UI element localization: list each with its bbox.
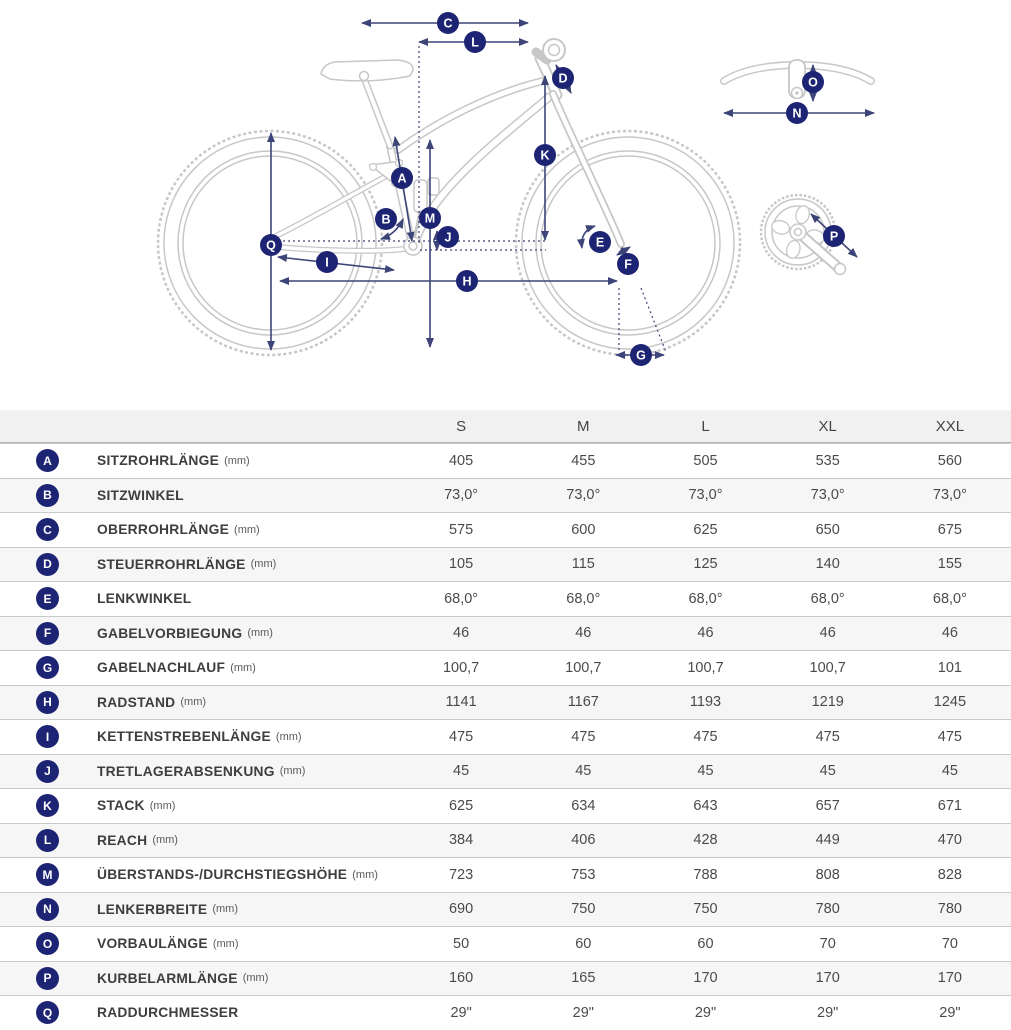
badge-l	[464, 31, 486, 53]
column-header-l: L	[701, 417, 710, 435]
value-cell-l: 46	[697, 625, 714, 642]
table-row-q	[0, 995, 1011, 1030]
svg-text:F: F	[624, 257, 632, 272]
row-badge-o: O	[36, 932, 59, 955]
badge-h	[456, 270, 478, 292]
table-row-b	[0, 478, 1011, 513]
badge-f	[617, 253, 639, 275]
row-label-cell	[0, 656, 400, 679]
row-label-cell	[0, 484, 400, 507]
value-cell-s: 384	[448, 832, 474, 849]
badge-d	[552, 67, 574, 89]
row-label-cell	[0, 449, 400, 472]
svg-text:E: E	[595, 235, 605, 250]
svg-text:A: A	[397, 171, 407, 186]
row-parameter-name: GABELNACHLAUF	[97, 660, 226, 676]
value-cell-xl: 535	[815, 452, 840, 469]
table-row-e	[0, 581, 1011, 616]
bike-geometry-diagram	[0, 0, 1011, 410]
value-cell-xl: 808	[815, 866, 840, 883]
value-cell-m: 600	[571, 521, 596, 538]
row-badge-m: M	[36, 863, 59, 886]
value-cell-m: 68,0°	[566, 590, 601, 607]
svg-text:C: C	[443, 16, 453, 31]
svg-text:H: H	[462, 274, 472, 289]
value-cell-m: 46	[575, 625, 592, 642]
row-parameter-name: LENKERBREITE	[97, 901, 208, 917]
table-row-f	[0, 616, 1011, 651]
value-cell-l: 643	[693, 797, 718, 814]
value-cell-xxl: 828	[937, 866, 962, 883]
value-cell-l: 73,0°	[688, 487, 723, 504]
value-cell-s: 29"	[450, 1004, 472, 1021]
row-badge-c: C	[36, 518, 59, 541]
value-cell-xl: 650	[815, 521, 840, 538]
row-parameter-unit: (mm)	[152, 834, 178, 847]
badge-b	[375, 208, 397, 230]
value-cell-xxl: 68,0°	[932, 590, 967, 607]
row-label-cell	[0, 794, 400, 817]
table-row-m	[0, 857, 1011, 892]
row-badge-a: A	[36, 449, 59, 472]
value-cell-l: 505	[693, 452, 718, 469]
table-row-g	[0, 650, 1011, 685]
badge-a	[391, 167, 413, 189]
row-label-cell	[0, 691, 400, 714]
value-cell-m: 165	[571, 970, 596, 987]
value-cell-s: 105	[448, 556, 474, 573]
value-cell-s: 68,0°	[444, 590, 479, 607]
value-cell-m: 45	[575, 763, 592, 780]
table-row-p	[0, 961, 1011, 996]
pedal-eye	[835, 264, 846, 275]
value-cell-m: 115	[571, 556, 595, 573]
table-row-l	[0, 823, 1011, 858]
value-cell-l: 125	[693, 556, 718, 573]
row-parameter-name: VORBAULÄNGE	[97, 936, 208, 952]
value-cell-m: 455	[571, 452, 596, 469]
value-cell-m: 475	[571, 728, 596, 745]
value-cell-s: 475	[448, 728, 474, 745]
row-badge-b: B	[36, 484, 59, 507]
row-parameter-unit: (mm)	[352, 868, 378, 881]
value-cell-l: 68,0°	[688, 590, 723, 607]
value-cell-s: 160	[448, 970, 474, 987]
svg-text:K: K	[540, 148, 550, 163]
value-cell-l: 625	[693, 521, 718, 538]
row-parameter-name: TRETLAGERABSENKUNG	[97, 763, 275, 779]
value-cell-xxl: 70	[941, 935, 958, 952]
table-row-i	[0, 719, 1011, 754]
row-label-cell	[0, 553, 400, 576]
value-cell-xxl: 46	[941, 625, 958, 642]
shock	[414, 180, 427, 212]
value-cell-s: 690	[448, 901, 474, 918]
svg-text:M: M	[424, 211, 436, 226]
table-row-n	[0, 892, 1011, 927]
value-cell-s: 45	[453, 763, 470, 780]
value-cell-m: 750	[571, 901, 596, 918]
value-cell-xl: 100,7	[809, 659, 846, 676]
svg-text:B: B	[381, 212, 391, 227]
table-row-k	[0, 788, 1011, 823]
value-cell-m: 60	[575, 935, 592, 952]
svg-text:J: J	[444, 230, 452, 245]
row-label-cell	[0, 622, 400, 645]
row-badge-q: Q	[36, 1001, 59, 1024]
svg-text:O: O	[808, 75, 818, 90]
row-label-cell	[0, 932, 400, 955]
row-parameter-unit: (mm)	[250, 558, 277, 571]
value-cell-m: 406	[571, 832, 596, 849]
row-label-cell	[0, 863, 400, 886]
value-cell-l: 1193	[689, 694, 722, 711]
table-row-j	[0, 754, 1011, 789]
value-cell-xl: 46	[819, 625, 836, 642]
table-row-d	[0, 547, 1011, 582]
badge-k	[534, 144, 556, 166]
row-parameter-unit: (mm)	[180, 696, 207, 709]
value-cell-xl: 73,0°	[810, 487, 845, 504]
value-cell-l: 788	[693, 866, 718, 883]
svg-text:G: G	[636, 348, 646, 363]
value-cell-xxl: 675	[937, 521, 962, 538]
row-label-cell	[0, 898, 400, 921]
value-cell-s: 73,0°	[444, 487, 479, 504]
row-parameter-unit: (mm)	[212, 903, 238, 916]
column-header-xl: XL	[818, 417, 837, 435]
row-badge-k: K	[36, 794, 59, 817]
row-parameter-unit: (mm)	[212, 937, 239, 950]
badge-g	[630, 344, 652, 366]
badge-j	[437, 226, 459, 248]
table-row-h	[0, 685, 1011, 720]
geometry-table	[0, 410, 1011, 1030]
value-cell-xxl: 29"	[939, 1004, 961, 1021]
value-cell-s: 46	[453, 625, 470, 642]
table-row-a	[0, 443, 1011, 478]
row-label-cell	[0, 760, 400, 783]
row-parameter-name: GABELVORBIEGUNG	[97, 625, 243, 641]
badge-e	[589, 231, 611, 253]
value-cell-xl: 45	[819, 763, 836, 780]
column-header-m: M	[577, 417, 590, 435]
value-cell-l: 475	[693, 728, 718, 745]
badge-q	[260, 234, 282, 256]
value-cell-xl: 449	[815, 832, 840, 849]
value-cell-xxl: 73,0°	[932, 487, 967, 504]
badge-o	[802, 71, 824, 93]
badge-n	[786, 102, 808, 124]
value-cell-s: 723	[448, 866, 474, 883]
value-cell-l: 60	[697, 935, 714, 952]
row-label-cell	[0, 967, 400, 990]
value-cell-m: 100,7	[565, 659, 602, 676]
row-parameter-name: SITZROHRLÄNGE	[97, 453, 220, 469]
value-cell-s: 625	[448, 797, 474, 814]
steering-axis-line	[641, 288, 666, 352]
row-parameter-unit: (mm)	[279, 765, 306, 778]
row-label-cell	[0, 725, 400, 748]
value-cell-xxl: 101	[937, 659, 962, 676]
table-header-row	[0, 410, 1011, 443]
table-row-c	[0, 512, 1011, 547]
row-parameter-name: SITZWINKEL	[97, 487, 184, 503]
badge-p	[823, 225, 845, 247]
value-cell-s: 1141	[445, 694, 477, 711]
row-badge-h: H	[36, 691, 59, 714]
row-parameter-name: KETTENSTREBENLÄNGE	[97, 729, 271, 745]
row-label-cell	[0, 829, 400, 852]
row-badge-g: G	[36, 656, 59, 679]
row-badge-i: I	[36, 725, 59, 748]
row-label-cell	[0, 1001, 400, 1024]
value-cell-xl: 657	[815, 797, 840, 814]
row-badge-j: J	[36, 760, 59, 783]
badge-c	[437, 12, 459, 34]
value-cell-m: 29"	[572, 1004, 594, 1021]
row-label-cell	[0, 518, 400, 541]
row-parameter-name: OBERROHRLÄNGE	[97, 522, 230, 538]
value-cell-s: 100,7	[442, 659, 480, 676]
value-cell-xl: 780	[815, 901, 840, 918]
row-parameter-name: RADSTAND	[97, 694, 176, 710]
row-parameter-unit: (mm)	[224, 454, 250, 467]
value-cell-xxl: 1245	[933, 694, 967, 711]
svg-text:Q: Q	[266, 238, 276, 253]
value-cell-l: 428	[693, 832, 718, 849]
handlebar-diagram	[724, 60, 871, 99]
value-cell-xxl: 470	[937, 832, 962, 849]
row-badge-l: L	[36, 829, 59, 852]
value-cell-m: 634	[571, 797, 596, 814]
value-cell-l: 45	[697, 763, 714, 780]
row-parameter-unit: (mm)	[234, 523, 260, 536]
row-parameter-unit: (mm)	[242, 972, 269, 985]
value-cell-l: 750	[693, 901, 718, 918]
value-cell-xxl: 671	[937, 797, 962, 814]
value-cell-xxl: 780	[937, 901, 962, 918]
row-parameter-name: LENKWINKEL	[97, 591, 192, 607]
svg-text:D: D	[558, 71, 568, 86]
row-badge-f: F	[36, 622, 59, 645]
svg-text:I: I	[325, 255, 329, 270]
value-cell-xl: 68,0°	[810, 590, 845, 607]
value-cell-xl: 70	[819, 935, 836, 952]
value-cell-s: 575	[448, 521, 474, 538]
value-cell-l: 100,7	[687, 659, 724, 676]
row-parameter-unit: (mm)	[230, 661, 256, 674]
value-cell-m: 73,0°	[566, 487, 601, 504]
row-badge-d: D	[36, 553, 59, 576]
value-cell-s: 405	[448, 452, 474, 469]
value-cell-m: 753	[571, 866, 596, 883]
badge-i	[316, 251, 338, 273]
row-parameter-name: REACH	[97, 832, 148, 848]
value-cell-xxl: 170	[937, 970, 962, 987]
value-cell-xxl: 45	[941, 763, 958, 780]
value-cell-m: 1167	[567, 694, 599, 711]
svg-text:P: P	[829, 229, 839, 244]
value-cell-xxl: 155	[937, 556, 962, 573]
row-parameter-unit: (mm)	[247, 627, 273, 640]
table-row-o	[0, 926, 1011, 961]
geometry-svg	[0, 0, 1011, 410]
row-label-cell	[0, 587, 400, 610]
row-badge-e: E	[36, 587, 59, 610]
column-header-s: S	[456, 417, 467, 435]
value-cell-xl: 1219	[811, 694, 844, 711]
row-parameter-unit: (mm)	[149, 799, 176, 812]
value-cell-s: 50	[453, 935, 470, 952]
value-cell-xl: 475	[815, 728, 840, 745]
row-parameter-unit: (mm)	[275, 730, 302, 743]
value-cell-l: 170	[693, 970, 718, 987]
row-parameter-name: RADDURCHMESSER	[97, 1005, 239, 1021]
value-cell-xxl: 475	[937, 728, 962, 745]
svg-text:N: N	[792, 106, 802, 121]
value-cell-l: 29"	[694, 1004, 717, 1021]
row-parameter-name: KURBELARMLÄNGE	[97, 970, 238, 986]
svg-text:L: L	[471, 35, 479, 50]
value-cell-xl: 29"	[817, 1004, 839, 1021]
value-cell-xl: 170	[815, 970, 840, 987]
value-cell-xl: 140	[815, 556, 840, 573]
value-cell-xxl: 560	[937, 452, 962, 469]
row-badge-n: N	[36, 898, 59, 921]
row-parameter-name: STACK	[97, 798, 145, 814]
row-parameter-name: STEUERROHRLÄNGE	[97, 556, 246, 572]
column-header-xxl: XXL	[935, 417, 965, 435]
row-parameter-name: ÜBERSTANDS-/DURCHSTIEGSHÖHE	[97, 867, 348, 883]
badge-m	[419, 207, 441, 229]
row-badge-p: P	[36, 967, 59, 990]
